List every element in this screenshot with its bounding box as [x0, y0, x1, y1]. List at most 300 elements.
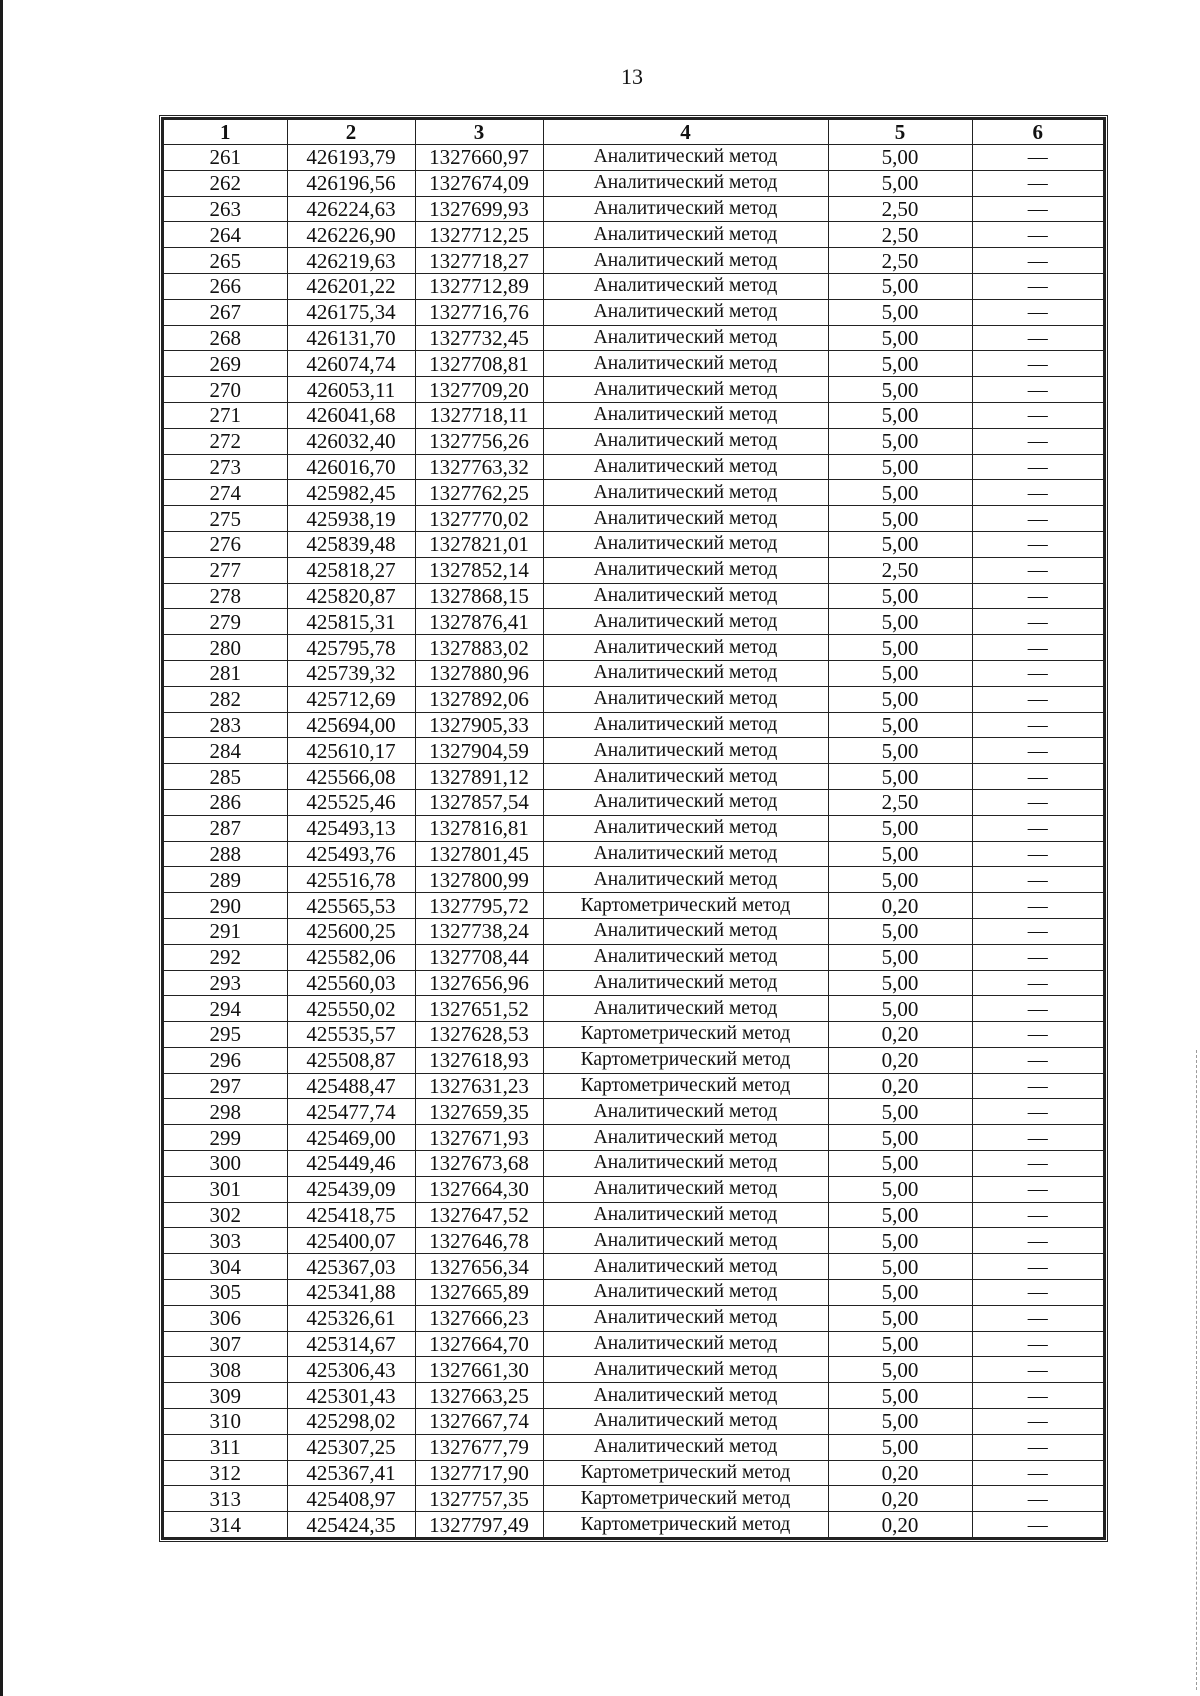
x-coordinate-cell: 425493,76 — [287, 841, 415, 867]
y-coordinate-cell: 1327712,89 — [415, 273, 543, 299]
method-cell: Аналитический метод — [543, 944, 828, 970]
column-header: 4 — [543, 119, 828, 145]
method-cell: Аналитический метод — [543, 454, 828, 480]
table-row — [163, 789, 1104, 815]
x-coordinate-cell: 425298,02 — [287, 1409, 415, 1435]
point-number-cell: 311 — [163, 1434, 287, 1460]
note-cell: — — [972, 893, 1104, 919]
table-row — [163, 712, 1104, 738]
note-cell: — — [972, 1357, 1104, 1383]
note-cell: — — [972, 170, 1104, 196]
accuracy-cell: 5,00 — [828, 1331, 972, 1357]
note-cell: — — [972, 531, 1104, 557]
note-cell: — — [972, 454, 1104, 480]
point-number-cell: 289 — [163, 867, 287, 893]
point-number-cell: 296 — [163, 1047, 287, 1073]
x-coordinate-cell: 425341,88 — [287, 1280, 415, 1306]
method-cell: Аналитический метод — [543, 351, 828, 377]
y-coordinate-cell: 1327671,93 — [415, 1125, 543, 1151]
accuracy-cell: 5,00 — [828, 1434, 972, 1460]
point-number-cell: 266 — [163, 273, 287, 299]
table-row — [163, 918, 1104, 944]
method-cell: Аналитический метод — [543, 145, 828, 171]
point-number-cell: 284 — [163, 738, 287, 764]
x-coordinate-cell: 426193,79 — [287, 145, 415, 171]
table-row — [163, 583, 1104, 609]
accuracy-cell: 5,00 — [828, 686, 972, 712]
y-coordinate-cell: 1327800,99 — [415, 867, 543, 893]
y-coordinate-cell: 1327659,35 — [415, 1099, 543, 1125]
accuracy-cell: 0,20 — [828, 1073, 972, 1099]
x-coordinate-cell: 425367,03 — [287, 1254, 415, 1280]
point-number-cell: 293 — [163, 970, 287, 996]
y-coordinate-cell: 1327904,59 — [415, 738, 543, 764]
y-coordinate-cell: 1327666,23 — [415, 1305, 543, 1331]
method-cell: Аналитический метод — [543, 222, 828, 248]
method-cell: Аналитический метод — [543, 377, 828, 403]
table-row — [163, 1047, 1104, 1073]
accuracy-cell: 5,00 — [828, 1099, 972, 1125]
accuracy-cell: 5,00 — [828, 1357, 972, 1383]
method-cell: Аналитический метод — [543, 1331, 828, 1357]
y-coordinate-cell: 1327797,49 — [415, 1512, 543, 1538]
coordinates-table — [162, 118, 1105, 1539]
y-coordinate-cell: 1327656,34 — [415, 1254, 543, 1280]
y-coordinate-cell: 1327647,52 — [415, 1202, 543, 1228]
method-cell: Аналитический метод — [543, 970, 828, 996]
y-coordinate-cell: 1327664,70 — [415, 1331, 543, 1357]
y-coordinate-cell: 1327708,44 — [415, 944, 543, 970]
x-coordinate-cell: 425306,43 — [287, 1357, 415, 1383]
method-cell: Аналитический метод — [543, 273, 828, 299]
accuracy-cell: 5,00 — [828, 454, 972, 480]
y-coordinate-cell: 1327656,96 — [415, 970, 543, 996]
point-number-cell: 279 — [163, 609, 287, 635]
point-number-cell: 313 — [163, 1486, 287, 1512]
x-coordinate-cell: 426041,68 — [287, 402, 415, 428]
table-row — [163, 1073, 1104, 1099]
y-coordinate-cell: 1327651,52 — [415, 996, 543, 1022]
x-coordinate-cell: 425610,17 — [287, 738, 415, 764]
x-coordinate-cell: 426175,34 — [287, 299, 415, 325]
note-cell: — — [972, 1331, 1104, 1357]
point-number-cell: 262 — [163, 170, 287, 196]
note-cell: — — [972, 428, 1104, 454]
y-coordinate-cell: 1327717,90 — [415, 1460, 543, 1486]
x-coordinate-cell: 425815,31 — [287, 609, 415, 635]
accuracy-cell: 5,00 — [828, 738, 972, 764]
table-row — [163, 428, 1104, 454]
point-number-cell: 278 — [163, 583, 287, 609]
table-row — [163, 1486, 1104, 1512]
accuracy-cell: 5,00 — [828, 1280, 972, 1306]
note-cell: — — [972, 1512, 1104, 1538]
accuracy-cell: 5,00 — [828, 583, 972, 609]
table-row — [163, 686, 1104, 712]
x-coordinate-cell: 425938,19 — [287, 506, 415, 532]
method-cell: Аналитический метод — [543, 918, 828, 944]
accuracy-cell: 5,00 — [828, 970, 972, 996]
accuracy-cell: 5,00 — [828, 1254, 972, 1280]
point-number-cell: 292 — [163, 944, 287, 970]
table-row — [163, 1434, 1104, 1460]
note-cell: — — [972, 815, 1104, 841]
method-cell: Аналитический метод — [543, 506, 828, 532]
x-coordinate-cell: 425488,47 — [287, 1073, 415, 1099]
note-cell: — — [972, 1073, 1104, 1099]
method-cell: Аналитический метод — [543, 196, 828, 222]
accuracy-cell: 5,00 — [828, 299, 972, 325]
accuracy-cell: 5,00 — [828, 480, 972, 506]
x-coordinate-cell: 426131,70 — [287, 325, 415, 351]
x-coordinate-cell: 425493,13 — [287, 815, 415, 841]
y-coordinate-cell: 1327763,32 — [415, 454, 543, 480]
table-row — [163, 944, 1104, 970]
table-row — [163, 1357, 1104, 1383]
note-cell: — — [972, 145, 1104, 171]
note-cell: — — [972, 841, 1104, 867]
y-coordinate-cell: 1327868,15 — [415, 583, 543, 609]
method-cell: Картометрический метод — [543, 1047, 828, 1073]
point-number-cell: 304 — [163, 1254, 287, 1280]
table-row — [163, 867, 1104, 893]
x-coordinate-cell: 425508,87 — [287, 1047, 415, 1073]
table-row — [163, 1280, 1104, 1306]
accuracy-cell: 0,20 — [828, 1512, 972, 1538]
y-coordinate-cell: 1327709,20 — [415, 377, 543, 403]
page-edge-left — [0, 0, 3, 1696]
method-cell: Аналитический метод — [543, 1409, 828, 1435]
table-row — [163, 1202, 1104, 1228]
accuracy-cell: 5,00 — [828, 867, 972, 893]
note-cell: — — [972, 635, 1104, 661]
note-cell: — — [972, 1228, 1104, 1254]
table-row — [163, 841, 1104, 867]
x-coordinate-cell: 426053,11 — [287, 377, 415, 403]
accuracy-cell: 5,00 — [828, 1228, 972, 1254]
method-cell: Аналитический метод — [543, 325, 828, 351]
y-coordinate-cell: 1327661,30 — [415, 1357, 543, 1383]
point-number-cell: 265 — [163, 248, 287, 274]
method-cell: Аналитический метод — [543, 1280, 828, 1306]
method-cell: Картометрический метод — [543, 1022, 828, 1048]
x-coordinate-cell: 425477,74 — [287, 1099, 415, 1125]
note-cell: — — [972, 712, 1104, 738]
method-cell: Картометрический метод — [543, 1486, 828, 1512]
y-coordinate-cell: 1327663,25 — [415, 1383, 543, 1409]
method-cell: Аналитический метод — [543, 815, 828, 841]
method-cell: Аналитический метод — [543, 170, 828, 196]
accuracy-cell: 0,20 — [828, 1460, 972, 1486]
point-number-cell: 271 — [163, 402, 287, 428]
accuracy-cell: 5,00 — [828, 1409, 972, 1435]
method-cell: Аналитический метод — [543, 1383, 828, 1409]
accuracy-cell: 5,00 — [828, 1383, 972, 1409]
point-number-cell: 288 — [163, 841, 287, 867]
note-cell: — — [972, 1434, 1104, 1460]
method-cell: Картометрический метод — [543, 1512, 828, 1538]
y-coordinate-cell: 1327716,76 — [415, 299, 543, 325]
y-coordinate-cell: 1327857,54 — [415, 789, 543, 815]
x-coordinate-cell: 425820,87 — [287, 583, 415, 609]
point-number-cell: 295 — [163, 1022, 287, 1048]
accuracy-cell: 5,00 — [828, 764, 972, 790]
point-number-cell: 312 — [163, 1460, 287, 1486]
y-coordinate-cell: 1327646,78 — [415, 1228, 543, 1254]
method-cell: Аналитический метод — [543, 789, 828, 815]
method-cell: Аналитический метод — [543, 738, 828, 764]
x-coordinate-cell: 426032,40 — [287, 428, 415, 454]
point-number-cell: 269 — [163, 351, 287, 377]
x-coordinate-cell: 425418,75 — [287, 1202, 415, 1228]
note-cell: — — [972, 1151, 1104, 1177]
note-cell: — — [972, 996, 1104, 1022]
accuracy-cell: 5,00 — [828, 1202, 972, 1228]
accuracy-cell: 5,00 — [828, 377, 972, 403]
method-cell: Аналитический метод — [543, 583, 828, 609]
note-cell: — — [972, 557, 1104, 583]
point-number-cell: 267 — [163, 299, 287, 325]
note-cell: — — [972, 1022, 1104, 1048]
table-row — [163, 1305, 1104, 1331]
table-row — [163, 1460, 1104, 1486]
note-cell: — — [972, 918, 1104, 944]
x-coordinate-cell: 425600,25 — [287, 918, 415, 944]
method-cell: Аналитический метод — [543, 1305, 828, 1331]
table-row — [163, 1254, 1104, 1280]
accuracy-cell: 5,00 — [828, 170, 972, 196]
point-number-cell: 281 — [163, 660, 287, 686]
accuracy-cell: 0,20 — [828, 893, 972, 919]
accuracy-cell: 5,00 — [828, 635, 972, 661]
point-number-cell: 276 — [163, 531, 287, 557]
method-cell: Картометрический метод — [543, 1460, 828, 1486]
x-coordinate-cell: 425439,09 — [287, 1176, 415, 1202]
note-cell: — — [972, 1280, 1104, 1306]
point-number-cell: 305 — [163, 1280, 287, 1306]
y-coordinate-cell: 1327628,53 — [415, 1022, 543, 1048]
method-cell: Аналитический метод — [543, 996, 828, 1022]
y-coordinate-cell: 1327876,41 — [415, 609, 543, 635]
x-coordinate-cell: 425566,08 — [287, 764, 415, 790]
table-row — [163, 531, 1104, 557]
accuracy-cell: 5,00 — [828, 351, 972, 377]
point-number-cell: 285 — [163, 764, 287, 790]
table-row — [163, 893, 1104, 919]
point-number-cell: 275 — [163, 506, 287, 532]
x-coordinate-cell: 425326,61 — [287, 1305, 415, 1331]
point-number-cell: 291 — [163, 918, 287, 944]
method-cell: Аналитический метод — [543, 841, 828, 867]
x-coordinate-cell: 425301,43 — [287, 1383, 415, 1409]
point-number-cell: 298 — [163, 1099, 287, 1125]
accuracy-cell: 5,00 — [828, 402, 972, 428]
y-coordinate-cell: 1327756,26 — [415, 428, 543, 454]
x-coordinate-cell: 425560,03 — [287, 970, 415, 996]
x-coordinate-cell: 425469,00 — [287, 1125, 415, 1151]
table-row — [163, 506, 1104, 532]
note-cell: — — [972, 944, 1104, 970]
method-cell: Аналитический метод — [543, 402, 828, 428]
method-cell: Аналитический метод — [543, 299, 828, 325]
y-coordinate-cell: 1327852,14 — [415, 557, 543, 583]
method-cell: Аналитический метод — [543, 660, 828, 686]
page-edge-right — [1196, 1050, 1198, 1690]
note-cell: — — [972, 686, 1104, 712]
point-number-cell: 264 — [163, 222, 287, 248]
table-row — [163, 454, 1104, 480]
y-coordinate-cell: 1327738,24 — [415, 918, 543, 944]
note-cell: — — [972, 583, 1104, 609]
x-coordinate-cell: 426219,63 — [287, 248, 415, 274]
method-cell: Аналитический метод — [543, 1228, 828, 1254]
note-cell: — — [972, 196, 1104, 222]
table-row — [163, 1176, 1104, 1202]
x-coordinate-cell: 426201,22 — [287, 273, 415, 299]
x-coordinate-cell: 425525,46 — [287, 789, 415, 815]
method-cell: Аналитический метод — [543, 609, 828, 635]
table-row — [163, 1228, 1104, 1254]
y-coordinate-cell: 1327699,93 — [415, 196, 543, 222]
point-number-cell: 286 — [163, 789, 287, 815]
method-cell: Аналитический метод — [543, 480, 828, 506]
point-number-cell: 303 — [163, 1228, 287, 1254]
table-row — [163, 1022, 1104, 1048]
x-coordinate-cell: 426224,63 — [287, 196, 415, 222]
note-cell: — — [972, 1486, 1104, 1512]
column-header: 1 — [163, 119, 287, 145]
y-coordinate-cell: 1327821,01 — [415, 531, 543, 557]
point-number-cell: 314 — [163, 1512, 287, 1538]
point-number-cell: 300 — [163, 1151, 287, 1177]
table-row — [163, 996, 1104, 1022]
method-cell: Аналитический метод — [543, 531, 828, 557]
y-coordinate-cell: 1327757,35 — [415, 1486, 543, 1512]
point-number-cell: 261 — [163, 145, 287, 171]
y-coordinate-cell: 1327708,81 — [415, 351, 543, 377]
y-coordinate-cell: 1327732,45 — [415, 325, 543, 351]
note-cell: — — [972, 480, 1104, 506]
column-header: 6 — [972, 119, 1104, 145]
method-cell: Аналитический метод — [543, 1434, 828, 1460]
point-number-cell: 282 — [163, 686, 287, 712]
note-cell: — — [972, 789, 1104, 815]
method-cell: Картометрический метод — [543, 893, 828, 919]
note-cell: — — [972, 402, 1104, 428]
table-row — [163, 1151, 1104, 1177]
x-coordinate-cell: 425739,32 — [287, 660, 415, 686]
point-number-cell: 268 — [163, 325, 287, 351]
y-coordinate-cell: 1327667,74 — [415, 1409, 543, 1435]
table-row — [163, 325, 1104, 351]
method-cell: Аналитический метод — [543, 1176, 828, 1202]
table-row — [163, 635, 1104, 661]
method-cell: Аналитический метод — [543, 712, 828, 738]
table-row — [163, 196, 1104, 222]
y-coordinate-cell: 1327891,12 — [415, 764, 543, 790]
y-coordinate-cell: 1327718,27 — [415, 248, 543, 274]
accuracy-cell: 2,50 — [828, 196, 972, 222]
method-cell: Аналитический метод — [543, 1202, 828, 1228]
accuracy-cell: 5,00 — [828, 428, 972, 454]
note-cell: — — [972, 273, 1104, 299]
x-coordinate-cell: 425424,35 — [287, 1512, 415, 1538]
table-row — [163, 660, 1104, 686]
y-coordinate-cell: 1327762,25 — [415, 480, 543, 506]
method-cell: Аналитический метод — [543, 635, 828, 661]
accuracy-cell: 5,00 — [828, 325, 972, 351]
table-row — [163, 222, 1104, 248]
y-coordinate-cell: 1327674,09 — [415, 170, 543, 196]
y-coordinate-cell: 1327631,23 — [415, 1073, 543, 1099]
y-coordinate-cell: 1327618,93 — [415, 1047, 543, 1073]
table-row — [163, 273, 1104, 299]
x-coordinate-cell: 425516,78 — [287, 867, 415, 893]
method-cell: Аналитический метод — [543, 557, 828, 583]
y-coordinate-cell: 1327718,11 — [415, 402, 543, 428]
x-coordinate-cell: 425712,69 — [287, 686, 415, 712]
accuracy-cell: 5,00 — [828, 815, 972, 841]
y-coordinate-cell: 1327905,33 — [415, 712, 543, 738]
accuracy-cell: 5,00 — [828, 531, 972, 557]
accuracy-cell: 5,00 — [828, 609, 972, 635]
accuracy-cell: 5,00 — [828, 660, 972, 686]
table-row — [163, 299, 1104, 325]
table-row — [163, 351, 1104, 377]
note-cell: — — [972, 325, 1104, 351]
x-coordinate-cell: 425582,06 — [287, 944, 415, 970]
point-number-cell: 270 — [163, 377, 287, 403]
y-coordinate-cell: 1327892,06 — [415, 686, 543, 712]
table-row — [163, 738, 1104, 764]
table-row — [163, 1125, 1104, 1151]
column-header: 2 — [287, 119, 415, 145]
x-coordinate-cell: 425839,48 — [287, 531, 415, 557]
accuracy-cell: 5,00 — [828, 1305, 972, 1331]
y-coordinate-cell: 1327660,97 — [415, 145, 543, 171]
note-cell: — — [972, 1047, 1104, 1073]
table-row — [163, 1512, 1104, 1538]
x-coordinate-cell: 425400,07 — [287, 1228, 415, 1254]
x-coordinate-cell: 425795,78 — [287, 635, 415, 661]
x-coordinate-cell: 425449,46 — [287, 1151, 415, 1177]
note-cell: — — [972, 609, 1104, 635]
note-cell: — — [972, 1254, 1104, 1280]
accuracy-cell: 2,50 — [828, 557, 972, 583]
table-row — [163, 609, 1104, 635]
table-header-row — [163, 119, 1104, 145]
y-coordinate-cell: 1327795,72 — [415, 893, 543, 919]
point-number-cell: 301 — [163, 1176, 287, 1202]
note-cell: — — [972, 1409, 1104, 1435]
column-header: 5 — [828, 119, 972, 145]
table-row — [163, 970, 1104, 996]
y-coordinate-cell: 1327883,02 — [415, 635, 543, 661]
x-coordinate-cell: 425314,67 — [287, 1331, 415, 1357]
y-coordinate-cell: 1327664,30 — [415, 1176, 543, 1202]
x-coordinate-cell: 425982,45 — [287, 480, 415, 506]
note-cell: — — [972, 867, 1104, 893]
point-number-cell: 274 — [163, 480, 287, 506]
accuracy-cell: 5,00 — [828, 944, 972, 970]
note-cell: — — [972, 1305, 1104, 1331]
accuracy-cell: 5,00 — [828, 1176, 972, 1202]
accuracy-cell: 2,50 — [828, 789, 972, 815]
accuracy-cell: 5,00 — [828, 918, 972, 944]
table-row — [163, 480, 1104, 506]
table-row — [163, 1331, 1104, 1357]
accuracy-cell: 5,00 — [828, 1125, 972, 1151]
